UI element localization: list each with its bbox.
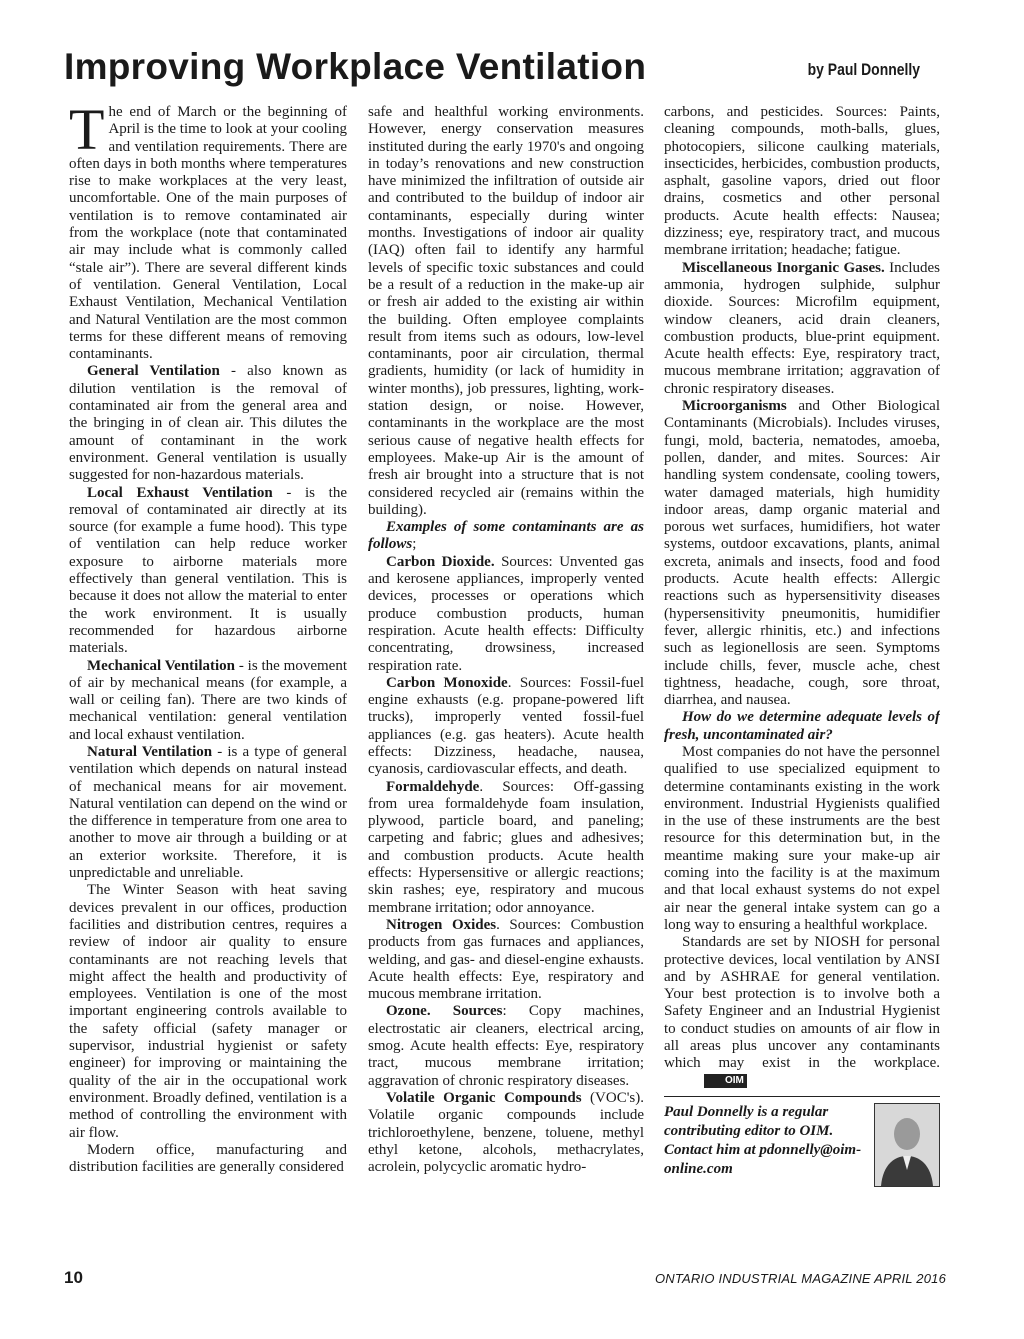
carbon-monoxide-paragraph: Carbon Monoxide. Sources: Fossil-fuel engine exhausts (e.g. propane-powered lift trucks), improperly vented fossil-fuel appliances (e.g. gas heaters). Acute health effects: Dizziness, headache, nausea, cyanosis, cardiovascular effects, and death. bbox=[368, 674, 644, 778]
ozone-paragraph: Ozone. Sources: Copy machines, electrostatic air cleaners, electrical arcing, smog. Acute health effects: Eye, respiratory tract, mucous membrane irritation; aggravation of chronic respiratory diseases. bbox=[368, 1003, 644, 1089]
voc-continuation-paragraph: carbons, and pesticides. Sources: Paints, cleaning compounds, moth-balls, glues, photocopiers, silicone caulking materials, insecticides, herbicides, combustion products, asphalt, gasoline vapors, dried out floor drains, cosmetics and other personal products. Acute health effects: Nausea; dizziness; eye, respiratory tract, and mucous membrane irritation; headache; fatigue. bbox=[664, 104, 940, 259]
author-bio-text: Paul Donnelly is a regular contributing editor to OIM. Contact him at pdonnelly@oim-online.com bbox=[664, 1103, 862, 1177]
modern-office-paragraph: Modern office, manufacturing and distribution facilities are generally considered bbox=[69, 1141, 347, 1176]
article-header bbox=[64, 46, 924, 94]
local-exhaust-paragraph: Local Exhaust Ventilation - is the removal of contaminated air directly at its source (for example a fume hood). This type of ventilation can help reduce worker exposure to airborne materials more effectively than general ventilation. This is because it does not allow the material to enter the work environment. It is usually recommended for hazardous airborne materials. bbox=[69, 484, 347, 657]
voc-paragraph: Volatile Organic Compounds (VOC's). Volatile organic compounds include trichloroethylene, benzene, toluene, methyl ethyl ketone, alcohols, methacrylates, acrolein, polycyclic aromatic hydro- bbox=[368, 1089, 644, 1176]
author-photo bbox=[874, 1103, 940, 1187]
author-bio bbox=[664, 1096, 940, 1187]
adequate-levels-heading: How do we determine adequate levels of fresh, uncontaminated air? bbox=[664, 709, 940, 743]
microorganisms-paragraph: Microorganisms and Other Biological Contaminants (Microbials). Includes viruses, fungi, mold, bacteria, nematodes, amoeba, pollen, dander, and mites. Sources: Air handling system condensate, cooling towers, water damaged materials, high humidity indoor areas, damp organic material and porous wet surfaces, humidifiers, hot water systems, outdoor excavations, plants, animal excreta, animals and insects, food and food products. Acute health effects: Allergic reactions such as hypersensitivity diseases (hypersensitivity pneumonitis, humidifier fever, allergic rhinitis, etc.) and infections such as legionellosis are seen. Symptoms include chills, fever, muscle ache, chest tightness, headache, cough, sore throat, diarrhea, and nausea. bbox=[664, 398, 940, 709]
formaldehyde-paragraph: Formaldehyde. Sources: Off-gassing from urea formaldehyde foam insulation, plywood, particle board, and paneling; carpeting and fabric; glues and adhesives; and combustion products. Acute health effects: Hypersensitive or allergic reactions; skin rashes; eye, respiratory and mucous membrane irritation; odor annoyance. bbox=[368, 778, 644, 916]
natural-ventilation-paragraph: Natural Ventilation - is a type of general ventilation which depends on natural instead of mechanical means for air movement. Natural ventilation can depend on the wind or the difference in temperature from one area to another to move air through a building or at an exterior worksite. Therefore, it is unpredictable and unreliable. bbox=[69, 743, 347, 882]
companies-paragraph: Most companies do not have the personnel qualified to use specialized equipment to determine contaminants existing in the work environment. Industrial Hygienists qualified in the use of these instruments are the best resource for this determination but, in the meantime making sure your make-up air coming into the facility is at the maximum and that local exhaust systems do not expel air near the general intake system can go a long way to ensuring a healthful workplace. bbox=[664, 743, 940, 933]
article-title: Improving Workplace Ventilation bbox=[64, 46, 647, 87]
mechanical-ventilation-paragraph: Mechanical Ventilation - is the movement of air by mechanical means (for example, a wall or ceiling fan). There are two kinds of mechanical ventilation: general ventilation and local exhaust ventilation. bbox=[69, 657, 347, 743]
column-2 bbox=[368, 104, 644, 1262]
author-portrait-icon bbox=[875, 1104, 939, 1186]
nitrogen-oxides-paragraph: Nitrogen Oxides. Sources: Combustion products from gas furnaces and appliances, welding, and gas- and diesel-engine exhausts. Acute health effects: Eye, respiratory and mucous membrane irritation. bbox=[368, 916, 644, 1003]
winter-season-paragraph: The Winter Season with heat saving devices prevalent in our offices, production facilities and distribution centres, requires a review of indoor air quality to ensure contaminants are not reaching levels that might affect the health and productivity of employees. Ventilation is one of the most important engineering controls available to the safety official (safety manager or supervisor, industrial hygienist or safety engineer) for improving or maintaining the quality of the air in the occupational work environment. Broadly defined, ventilation is a method of controlling the environment with air flow. bbox=[69, 882, 347, 1141]
column-1 bbox=[69, 104, 347, 1262]
inorganic-gases-paragraph: Miscellaneous Inorganic Gases. Includes ammonia, hydrogen sulphide, sulphur dioxide. Sources: Microfilm equipment, window cleaners, acid drain cleaners, combustion products, blue-print equipment. Acute health effects: Eye, respiratory tract, mucous membrane irritation; aggravation of chronic respiratory diseases. bbox=[664, 259, 940, 397]
standards-paragraph: Standards are set by NIOSH for personal protective devices, local ventilation by ANSI and by ASHRAE for general ventilation. Your best protection is to involve both a Safety Engineer and an Industrial Hygienist to conduct studies on amounts of air flow in all areas plus uncover any contaminants which may exist in the workplace.OIM bbox=[664, 934, 940, 1087]
drop-cap: T bbox=[69, 104, 105, 162]
magazine-footer: ONTARIO INDUSTRIAL MAGAZINE APRIL 2016 bbox=[654, 1271, 946, 1286]
column-3 bbox=[664, 104, 940, 1262]
oim-end-mark: OIM bbox=[704, 1074, 747, 1088]
carbon-dioxide-paragraph: Carbon Dioxide. Sources: Unvented gas and kerosene appliances, improperly vented devices, processes or operations which produce combustion products, human respiration. Acute health effects: Difficulty concentrating, drowsiness, increased respiration rate. bbox=[368, 553, 644, 674]
continuation-paragraph: safe and healthful working environments. However, energy conservation measures instituted during the early 1970's and ongoing in today’s renovations and new construction have minimized the infiltration of outside air and contributed to the buildup of indoor air contaminants, especially during winter months. Investigations of indoor air quality (IAQ) often fail to identify any harmful levels of specific toxic substances and could be a result of a reduction in the make-up air or fresh air added to the existing air within the building. Often employee complaints result from items such as odours, low-level contaminants, poor air circulation, thermal gradients, humidity (or lack of humidity in winter months), job pressures, lighting, work-station design, or noise. However, contaminants in the workplace are the most serious cause of negative health effects for employees. Make-up Air is the amount of fresh air brought into a structure that is not considered recycled air (remains within the building). bbox=[368, 104, 644, 518]
byline: by Paul Donnelly bbox=[807, 60, 920, 79]
examples-heading: Examples of some contaminants are as follows; bbox=[368, 519, 644, 553]
page-number: 10 bbox=[64, 1268, 83, 1287]
general-ventilation-paragraph: General Ventilation - also known as dilution ventilation is the removal of contaminated air from the general area and the bringing in of clean air. This dilutes the amount of contaminant in the work environment. General ventilation is usually suggested for non-hazardous materials. bbox=[69, 363, 347, 484]
intro-paragraph: The end of March or the beginning of April is the time to look at your cooling and ventilation requirements. There are often days in both months where temperatures rise to make workplaces at the very least, uncomfortable. One of the main purposes of ventilation is to remove contaminated air from the workplace (note that contaminated air may include what is commonly called “stale air”). There are several different kinds of ventilation. General Ventilation, Local Exhaust Ventilation, Mechanical Ventilation and Natural Ventilation are the most common terms for these different means of removing contaminants. bbox=[69, 104, 347, 363]
